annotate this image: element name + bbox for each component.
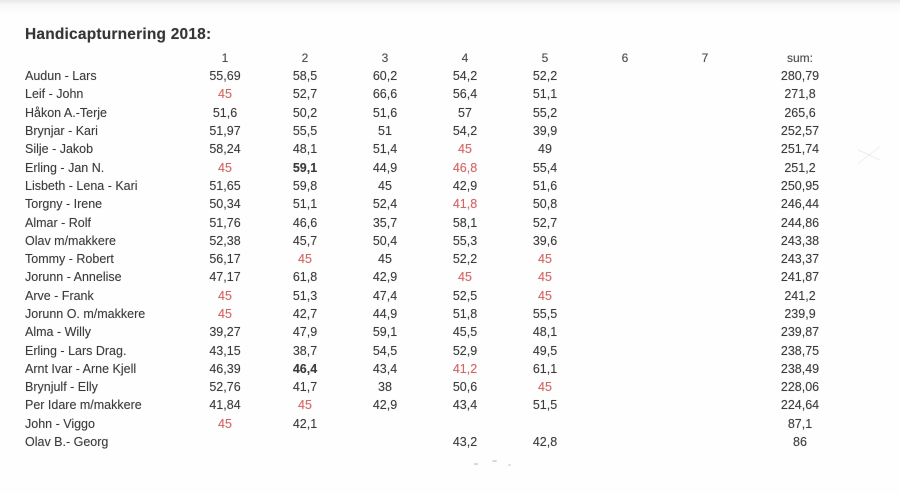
score-cell-2: 48,1 bbox=[292, 142, 318, 157]
score-cell-1: 52,76 bbox=[209, 380, 241, 395]
score-cell-7 bbox=[665, 158, 745, 176]
score-cell-2: 55,5 bbox=[292, 124, 318, 139]
score-cell-5: 39,9 bbox=[532, 124, 558, 139]
score-cell-1: 51,97 bbox=[209, 124, 241, 139]
score-cell-6 bbox=[585, 378, 665, 396]
score-cell-7 bbox=[665, 433, 745, 451]
table-row bbox=[25, 104, 855, 122]
score-cell-7 bbox=[665, 104, 745, 122]
score-cell-2: 45,7 bbox=[292, 233, 318, 248]
score-cell-5: 61,1 bbox=[532, 361, 558, 376]
score-cell-6 bbox=[585, 85, 665, 103]
table-row bbox=[25, 378, 855, 396]
scan-dot-artifact bbox=[492, 460, 497, 462]
sum-cell: 280,79 bbox=[780, 69, 820, 84]
score-cell-5: 45 bbox=[538, 288, 552, 303]
table-row bbox=[25, 305, 855, 323]
score-cell-3: 52,4 bbox=[372, 197, 398, 212]
header-round-6: 6 bbox=[621, 51, 629, 65]
score-cell-7 bbox=[665, 177, 745, 195]
team-name-cell: Audun - Lars bbox=[25, 69, 97, 84]
team-name-cell: Brynjulf - Elly bbox=[25, 380, 98, 395]
score-cell-7 bbox=[665, 360, 745, 378]
score-cell-4: 43,4 bbox=[452, 398, 478, 413]
score-cell-6 bbox=[585, 195, 665, 213]
score-cell-5: 55,2 bbox=[532, 105, 558, 120]
score-cell-5: 55,4 bbox=[532, 160, 558, 175]
score-cell-2 bbox=[265, 433, 345, 451]
score-cell-4: 45,5 bbox=[452, 325, 478, 340]
score-cell-6 bbox=[585, 305, 665, 323]
score-cell-6 bbox=[585, 104, 665, 122]
score-cell-6 bbox=[585, 415, 665, 433]
team-name-cell: Per Idare m/makkere bbox=[25, 398, 142, 413]
score-cell-7 bbox=[665, 232, 745, 250]
sum-cell: 239,9 bbox=[784, 307, 816, 321]
score-cell-7 bbox=[665, 396, 745, 414]
score-cell-7 bbox=[665, 250, 745, 268]
score-cell-6 bbox=[585, 250, 665, 268]
team-name-cell: Olav B.- Georg bbox=[25, 435, 109, 450]
scan-dot-artifact bbox=[474, 463, 478, 465]
score-cell-6 bbox=[585, 396, 665, 414]
score-cell-2: 46,4 bbox=[292, 361, 318, 376]
score-cell-2: 46,6 bbox=[292, 215, 318, 230]
score-cell-4: 45 bbox=[458, 142, 472, 157]
score-cell-2: 51,1 bbox=[292, 197, 318, 212]
sum-cell: 238,49 bbox=[780, 361, 820, 376]
sum-cell: 243,38 bbox=[780, 233, 820, 248]
score-cell-3: 42,9 bbox=[372, 270, 398, 285]
scores-table bbox=[25, 48, 855, 451]
score-cell-6 bbox=[585, 287, 665, 305]
score-cell-3: 45 bbox=[378, 252, 392, 267]
score-cell-3: 51 bbox=[378, 124, 392, 139]
table-row bbox=[25, 213, 855, 231]
score-cell-5: 51,5 bbox=[532, 398, 558, 413]
sum-cell: 243,37 bbox=[780, 252, 820, 267]
score-cell-1: 45 bbox=[218, 416, 232, 431]
score-cell-2: 45 bbox=[298, 252, 312, 267]
score-cell-1: 51,6 bbox=[212, 105, 238, 120]
score-cell-7 bbox=[665, 341, 745, 359]
sum-cell: 252,57 bbox=[780, 124, 820, 139]
team-name-cell: Jorunn O. m/makkere bbox=[25, 307, 146, 321]
score-cell-1: 45 bbox=[218, 288, 232, 303]
score-cell-6 bbox=[585, 433, 665, 451]
score-cell-2: 52,7 bbox=[292, 87, 318, 102]
score-cell-3: 43,4 bbox=[372, 361, 398, 376]
score-cell-1: 39,27 bbox=[209, 325, 241, 340]
sum-cell: 228,06 bbox=[780, 380, 820, 395]
scan-smudge-artifact bbox=[858, 146, 880, 164]
score-cell-5: 45 bbox=[538, 270, 552, 285]
team-name-cell: Silje - Jakob bbox=[25, 142, 94, 157]
score-cell-7 bbox=[665, 378, 745, 396]
score-cell-4: 57 bbox=[458, 105, 472, 120]
score-cell-3: 66,6 bbox=[372, 87, 398, 102]
score-cell-1: 51,76 bbox=[209, 215, 241, 230]
score-cell-2: 61,8 bbox=[292, 270, 318, 285]
team-name-cell: Alma - Willy bbox=[25, 325, 91, 340]
team-name-cell: John - Viggo bbox=[25, 416, 95, 431]
score-cell-7 bbox=[665, 122, 745, 140]
score-cell-4: 41,2 bbox=[452, 361, 478, 376]
table-row bbox=[25, 67, 855, 85]
score-cell-7 bbox=[665, 67, 745, 85]
header-round-7: 7 bbox=[701, 51, 709, 65]
sum-cell: 251,2 bbox=[784, 160, 816, 175]
score-cell-6 bbox=[585, 177, 665, 195]
score-cell-2: 51,3 bbox=[292, 288, 318, 303]
score-cell-4: 55,3 bbox=[452, 233, 478, 248]
score-cell-4: 52,5 bbox=[452, 288, 478, 303]
score-cell-7 bbox=[665, 323, 745, 341]
header-row bbox=[25, 48, 855, 67]
score-cell-7 bbox=[665, 268, 745, 286]
header-round-5: 5 bbox=[541, 51, 549, 65]
sum-cell: 250,95 bbox=[780, 178, 820, 193]
score-cell-4: 50,6 bbox=[452, 380, 478, 395]
score-cell-3: 51,4 bbox=[372, 142, 398, 157]
score-cell-6 bbox=[585, 268, 665, 286]
header-round-1: 1 bbox=[221, 51, 229, 65]
score-cell-5: 48,1 bbox=[532, 325, 558, 340]
team-name-cell: Tommy - Robert bbox=[25, 252, 114, 267]
team-name-cell: Almar - Rolf bbox=[25, 215, 91, 230]
score-cell-6 bbox=[585, 360, 665, 378]
score-cell-2: 42,7 bbox=[292, 307, 318, 321]
table-row bbox=[25, 360, 855, 378]
team-name-cell: Håkon A.-Terje bbox=[25, 105, 107, 120]
sum-cell: 86 bbox=[793, 435, 807, 450]
score-cell-4: 52,2 bbox=[452, 252, 478, 267]
score-cell-6 bbox=[585, 140, 665, 158]
score-cell-5: 42,8 bbox=[532, 435, 558, 450]
sum-cell: 265,6 bbox=[784, 105, 816, 120]
team-name-cell: Olav m/makkere bbox=[25, 233, 116, 248]
score-cell-3: 54,5 bbox=[372, 343, 398, 358]
header-sum: sum: bbox=[786, 51, 813, 65]
score-cell-1: 45 bbox=[218, 160, 232, 175]
score-cell-5: 52,2 bbox=[532, 69, 558, 84]
scan-dot-artifact bbox=[508, 464, 511, 466]
score-cell-7 bbox=[665, 213, 745, 231]
table-row bbox=[25, 287, 855, 305]
score-cell-4: 56,4 bbox=[452, 87, 478, 102]
score-cell-4: 46,8 bbox=[452, 160, 478, 175]
header-round-4: 4 bbox=[461, 51, 469, 65]
sum-cell: 251,74 bbox=[780, 142, 820, 157]
score-cell-2: 41,7 bbox=[292, 380, 318, 395]
score-cell-4: 54,2 bbox=[452, 124, 478, 139]
table-row bbox=[25, 140, 855, 158]
score-cell-1: 51,65 bbox=[209, 178, 241, 193]
score-cell-3: 35,7 bbox=[372, 215, 398, 230]
score-cell-5: 55,5 bbox=[532, 307, 558, 321]
score-cell-3: 50,4 bbox=[372, 233, 398, 248]
table-row bbox=[25, 177, 855, 195]
score-cell-5: 45 bbox=[538, 252, 552, 267]
score-cell-1: 52,38 bbox=[209, 233, 241, 248]
score-cell-2: 59,8 bbox=[292, 178, 318, 193]
score-cell-3: 60,2 bbox=[372, 69, 398, 84]
score-cell-7 bbox=[665, 85, 745, 103]
sum-cell: 244,86 bbox=[780, 215, 820, 230]
score-cell-7 bbox=[665, 195, 745, 213]
table-row bbox=[25, 433, 855, 451]
score-cell-4 bbox=[425, 415, 505, 433]
score-cell-1: 50,34 bbox=[209, 197, 241, 212]
score-cell-6 bbox=[585, 158, 665, 176]
sum-cell: 239,87 bbox=[780, 325, 820, 340]
score-cell-1: 47,17 bbox=[209, 270, 241, 285]
score-cell-4: 51,8 bbox=[452, 307, 478, 321]
sum-cell: 224,64 bbox=[780, 398, 820, 413]
team-name-cell: Erling - Jan N. bbox=[25, 160, 105, 175]
team-name-cell: Erling - Lars Drag. bbox=[25, 343, 127, 358]
score-cell-5: 45 bbox=[538, 380, 552, 395]
table-row bbox=[25, 323, 855, 341]
table-row bbox=[25, 158, 855, 176]
table-row bbox=[25, 250, 855, 268]
score-cell-7 bbox=[665, 415, 745, 433]
score-cell-6 bbox=[585, 213, 665, 231]
score-cell-3: 42,9 bbox=[372, 398, 398, 413]
score-cell-5: 51,6 bbox=[532, 178, 558, 193]
score-cell-5 bbox=[505, 415, 585, 433]
team-name-cell: Lisbeth - Lena - Kari bbox=[25, 178, 138, 193]
score-cell-2: 47,9 bbox=[292, 325, 318, 340]
score-cell-1: 43,15 bbox=[209, 343, 241, 358]
page-title: Handicapturnering 2018: bbox=[25, 26, 212, 43]
score-cell-2: 58,5 bbox=[292, 69, 318, 84]
score-cell-2: 59,1 bbox=[292, 160, 318, 175]
score-cell-1: 58,24 bbox=[209, 142, 241, 157]
score-cell-5: 50,8 bbox=[532, 197, 558, 212]
sum-cell: 238,75 bbox=[780, 343, 820, 358]
score-cell-5: 39,6 bbox=[532, 233, 558, 248]
sum-cell: 271,8 bbox=[784, 87, 816, 102]
score-cell-2: 42,1 bbox=[292, 416, 318, 431]
sum-cell: 241,2 bbox=[784, 288, 816, 303]
table-row bbox=[25, 122, 855, 140]
score-cell-6 bbox=[585, 122, 665, 140]
team-name-cell: Arve - Frank bbox=[25, 288, 94, 303]
sum-cell: 246,44 bbox=[780, 197, 820, 212]
score-cell-4: 58,1 bbox=[452, 215, 478, 230]
score-cell-6 bbox=[585, 323, 665, 341]
header-name bbox=[25, 48, 185, 67]
score-cell-3: 47,4 bbox=[372, 288, 398, 303]
score-cell-2: 38,7 bbox=[292, 343, 318, 358]
score-cell-1: 45 bbox=[218, 307, 232, 321]
score-cell-4: 42,9 bbox=[452, 178, 478, 193]
score-cell-2: 50,2 bbox=[292, 105, 318, 120]
table-row bbox=[25, 341, 855, 359]
team-name-cell: Jorunn - Annelise bbox=[25, 270, 122, 285]
score-cell-3 bbox=[345, 433, 425, 451]
score-cell-1: 46,39 bbox=[209, 361, 241, 376]
score-cell-2: 45 bbox=[298, 398, 312, 413]
table-row bbox=[25, 415, 855, 433]
score-cell-1 bbox=[185, 433, 265, 451]
score-cell-6 bbox=[585, 341, 665, 359]
score-cell-3: 59,1 bbox=[372, 325, 398, 340]
score-cell-7 bbox=[665, 305, 745, 323]
score-cell-1: 41,84 bbox=[209, 398, 241, 413]
score-cell-4: 52,9 bbox=[452, 343, 478, 358]
sum-cell: 87,1 bbox=[787, 416, 813, 431]
score-cell-3: 44,9 bbox=[372, 307, 398, 321]
score-cell-6 bbox=[585, 232, 665, 250]
score-cell-4: 43,2 bbox=[452, 435, 478, 450]
team-name-cell: Torgny - Irene bbox=[25, 197, 103, 212]
score-cell-3 bbox=[345, 415, 425, 433]
score-cell-5: 49 bbox=[538, 142, 552, 157]
score-cell-5: 49,5 bbox=[532, 343, 558, 358]
score-cell-6 bbox=[585, 67, 665, 85]
score-cell-3: 45 bbox=[378, 178, 392, 193]
score-cell-4: 41,8 bbox=[452, 197, 478, 212]
team-name-cell: Brynjar - Kari bbox=[25, 124, 98, 139]
header-round-2: 2 bbox=[301, 51, 309, 65]
team-name-cell: Arnt Ivar - Arne Kjell bbox=[25, 361, 137, 376]
header-round-3: 3 bbox=[381, 51, 389, 65]
score-cell-4: 45 bbox=[458, 270, 472, 285]
table-row bbox=[25, 268, 855, 286]
table-row bbox=[25, 232, 855, 250]
score-cell-7 bbox=[665, 287, 745, 305]
score-cell-5: 51,1 bbox=[532, 87, 558, 102]
score-cell-1: 56,17 bbox=[209, 252, 241, 267]
sum-cell: 241,87 bbox=[780, 270, 820, 285]
score-cell-5: 52,7 bbox=[532, 215, 558, 230]
table-row bbox=[25, 85, 855, 103]
table-row bbox=[25, 195, 855, 213]
score-cell-4: 54,2 bbox=[452, 69, 478, 84]
score-cell-3: 38 bbox=[378, 380, 392, 395]
score-cell-3: 51,6 bbox=[372, 105, 398, 120]
score-cell-7 bbox=[665, 140, 745, 158]
team-name-cell: Leif - John bbox=[25, 87, 84, 102]
table-row bbox=[25, 396, 855, 414]
score-cell-1: 55,69 bbox=[209, 69, 241, 84]
score-cell-3: 44,9 bbox=[372, 160, 398, 175]
score-cell-1: 45 bbox=[218, 87, 232, 102]
